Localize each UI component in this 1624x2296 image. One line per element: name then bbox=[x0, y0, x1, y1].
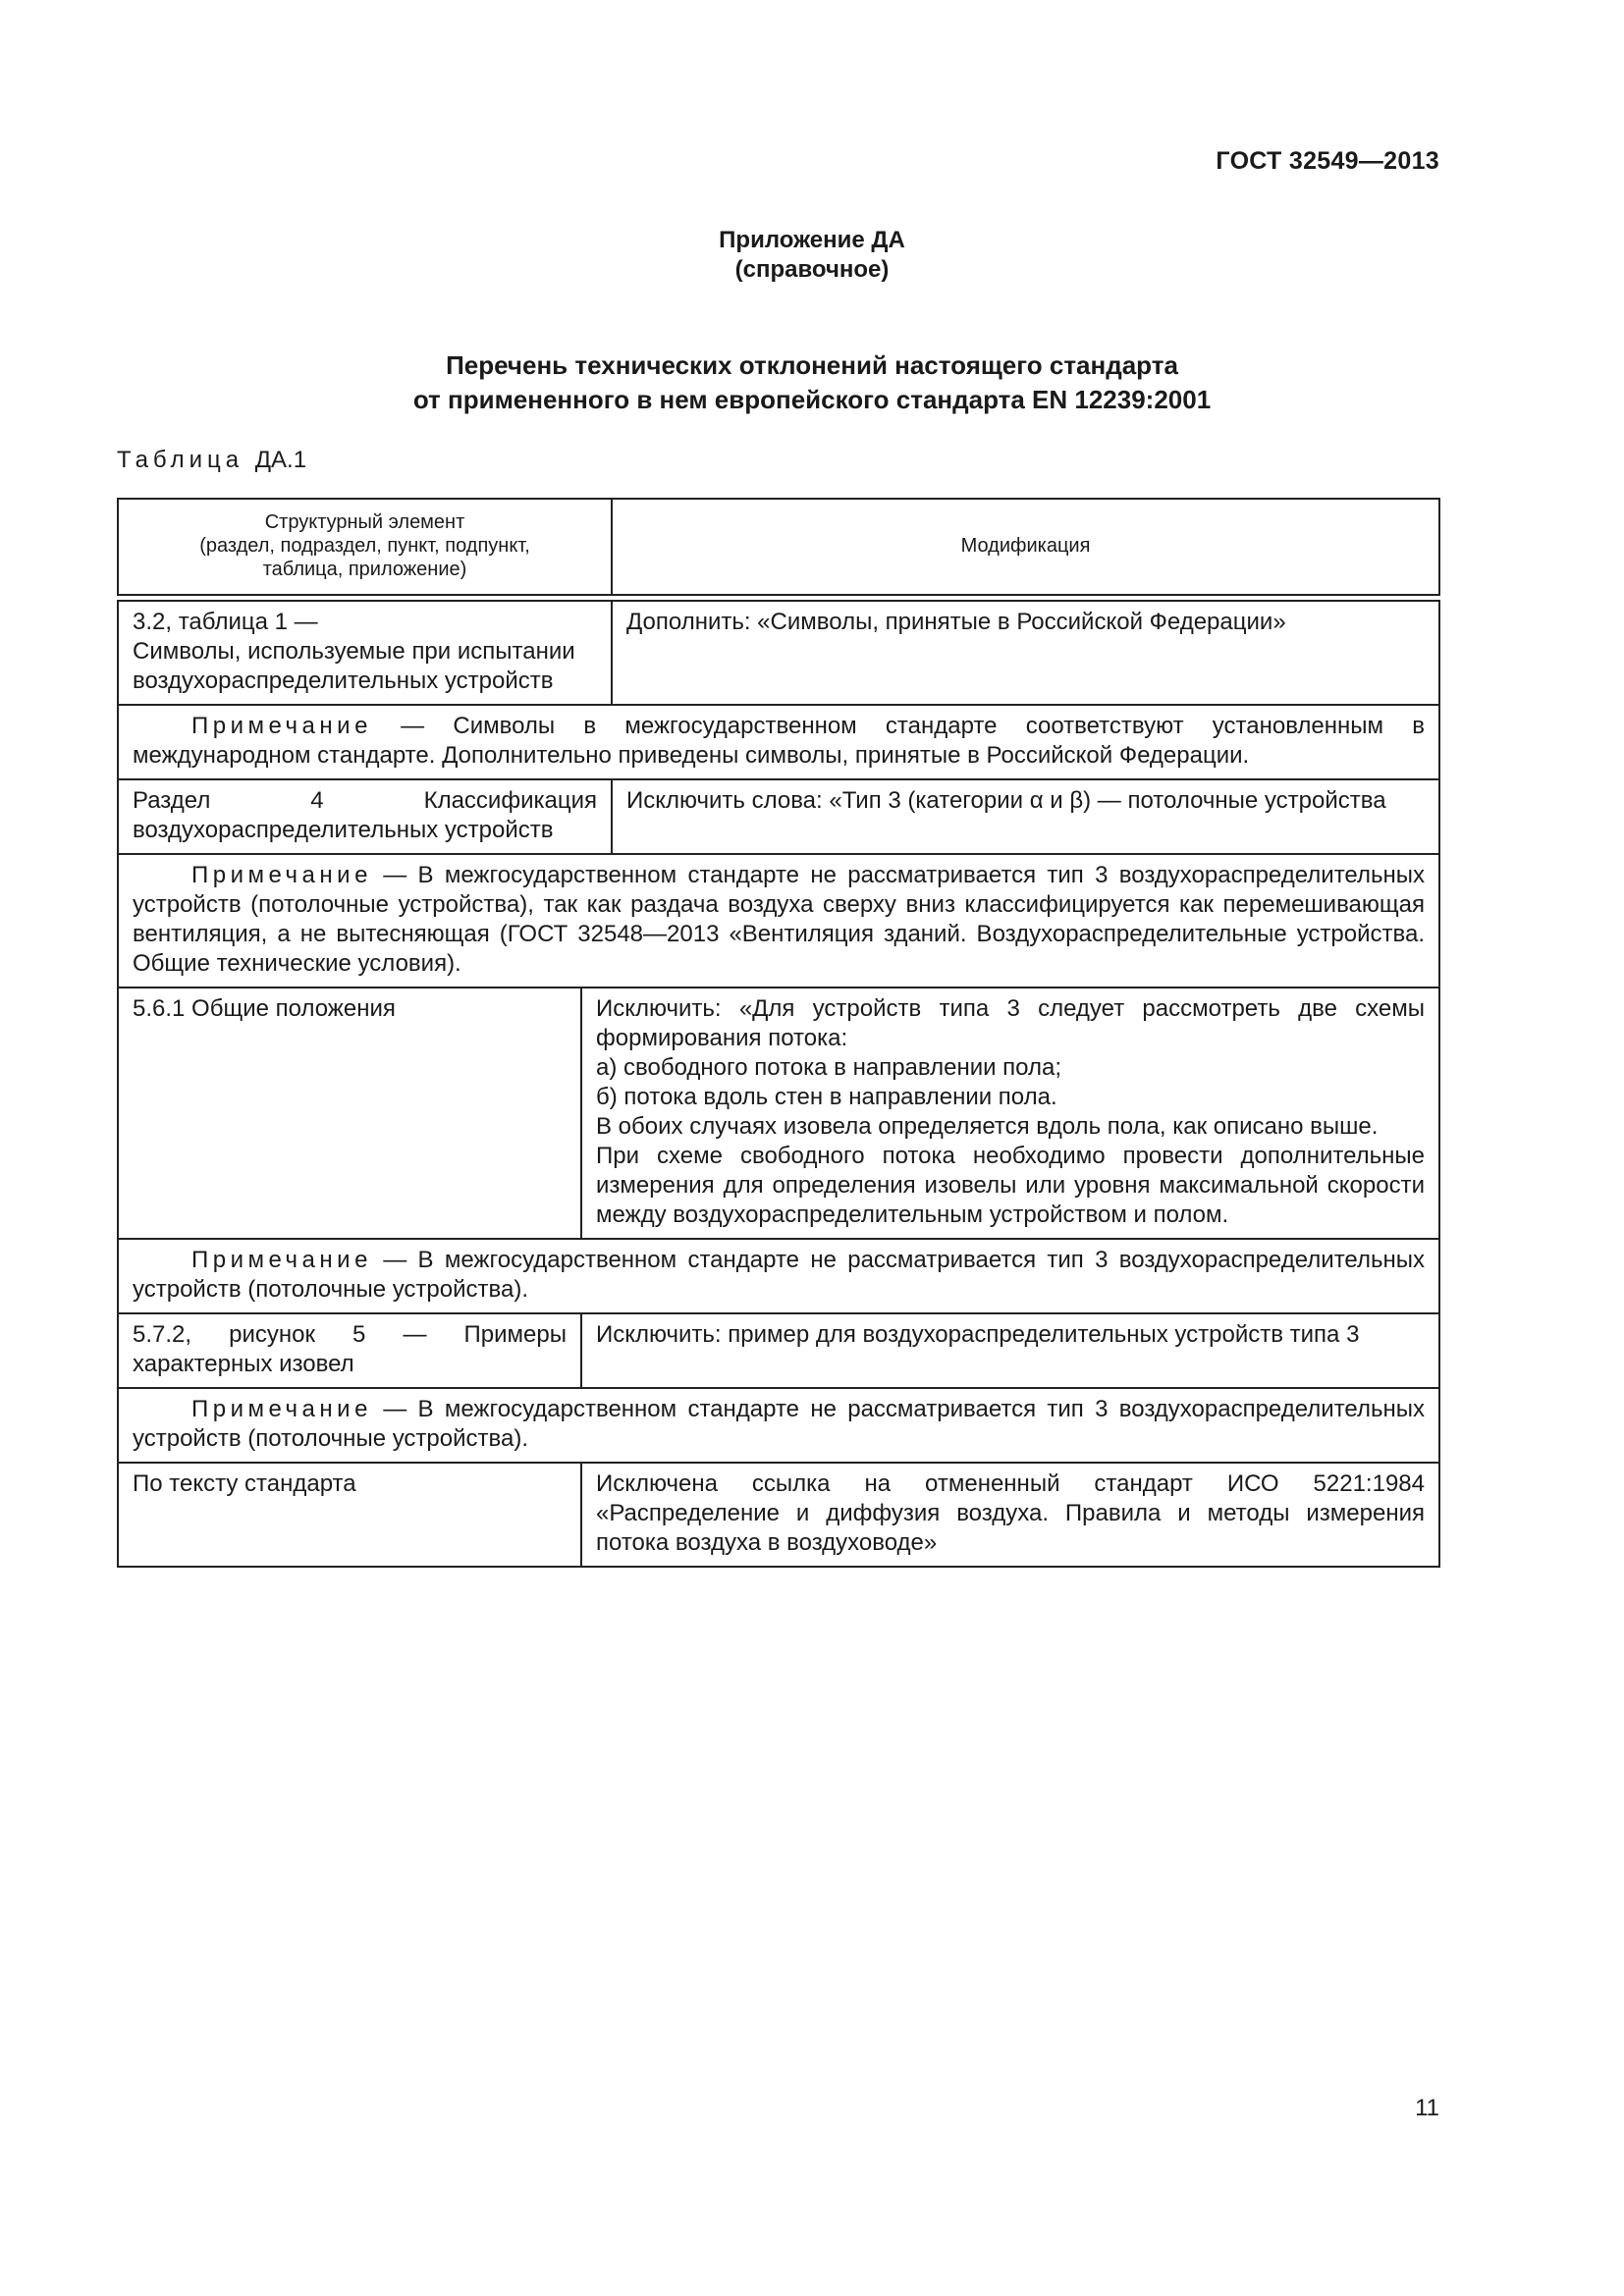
header-modification bbox=[611, 500, 1438, 594]
page-number: 11 bbox=[1415, 2095, 1439, 2121]
annex-label: Приложение ДА bbox=[719, 227, 905, 253]
row-modification: Дополнить: «Символы, принятые в Российской Федерации» bbox=[611, 602, 1438, 704]
table-row bbox=[117, 1312, 1440, 1387]
note-text: — В межгосударственном стандарте не рассматривается тип 3 воздухораспределительных устройств (потолочные устройства), так как раздача воздуха сверху вниз классифицируется как перемешивающая вентиляция, а не вытесняющая (ГОСТ 32548—2013 «Вентиляция зданий. Воздухораспределительные устройства. Общие технические условия). bbox=[133, 862, 1425, 977]
annex-type: (справочное) bbox=[734, 256, 890, 283]
modification-line: а) свободного потока в направлении пола; bbox=[596, 1054, 1062, 1081]
table-row bbox=[117, 600, 1440, 704]
row-modification: Исключить: пример для воздухораспределительных устройств типа 3 bbox=[580, 1314, 1438, 1387]
table-row bbox=[117, 1462, 1440, 1566]
modification-line: б) потока вдоль стен в направлении пола. bbox=[596, 1084, 1057, 1110]
page-title bbox=[0, 348, 1624, 417]
title-line-1: Перечень технических отклонений настоящего стандарта bbox=[446, 350, 1178, 380]
modification-line: Исключить: «Для устройств типа 3 следует рассмотреть две схемы формирования потока: bbox=[596, 995, 1425, 1051]
header-col1-line3: таблица, приложение) bbox=[262, 559, 467, 580]
title-line-2: от примененного в нем европейского стандарта EN 12239:2001 bbox=[412, 385, 1212, 414]
note-label: Примечание bbox=[191, 862, 372, 888]
row-modification bbox=[580, 988, 1438, 1238]
row-element: Раздел 4 Классификация воздухораспределительных устройств bbox=[133, 787, 597, 843]
table-caption-word: Таблица bbox=[117, 447, 244, 473]
note-label: Примечание bbox=[191, 713, 372, 739]
deviations-table bbox=[117, 498, 1440, 1568]
row-element: По тексту стандарта bbox=[133, 1470, 356, 1497]
modification-line: При схеме свободного потока необходимо провести дополнительные измерения для определения изовелы или уровня максимальной скорости между воздухораспределительным устройством и полом. bbox=[596, 1143, 1425, 1228]
note-text: — Символы в межгосударственном стандарте соответствуют установленным в международном стандарте. Дополнительно приведены символы, принятые в Российской Федерации. bbox=[133, 713, 1425, 769]
table-note bbox=[117, 853, 1440, 987]
table-note bbox=[117, 1238, 1440, 1312]
row-modification: Исключить слова: «Тип 3 (категории α и β) — потолочные устройства bbox=[611, 780, 1438, 853]
header-structural-element bbox=[119, 500, 611, 594]
note-label: Примечание bbox=[191, 1396, 372, 1422]
header-col2-label: Модификация bbox=[960, 535, 1091, 557]
document-code: ГОСТ 32549—2013 bbox=[1216, 147, 1439, 175]
table-caption-number: ДА.1 bbox=[254, 447, 307, 473]
row-element: 5.7.2, рисунок 5 — Примеры характерных изовел bbox=[133, 1321, 567, 1377]
row-element-line: 3.2, таблица 1 — bbox=[133, 609, 318, 635]
table-row bbox=[117, 778, 1440, 853]
row-element: 5.6.1 Общие положения bbox=[133, 995, 396, 1022]
header-col1-line2: (раздел, подраздел, пункт, подпункт, bbox=[199, 535, 530, 557]
note-text: — В межгосударственном стандарте не рассматривается тип 3 воздухораспределительных устройств (потолочные устройства). bbox=[133, 1396, 1425, 1452]
note-text: — В межгосударственном стандарте не рассматривается тип 3 воздухораспределительных устройств (потолочные устройства). bbox=[133, 1247, 1425, 1303]
table-header-row bbox=[117, 500, 1440, 596]
row-element bbox=[119, 602, 611, 704]
row-element-line: воздухораспределительных устройств bbox=[133, 667, 554, 694]
table-note bbox=[117, 1387, 1440, 1462]
table-row bbox=[117, 987, 1440, 1238]
header-col1-line1: Структурный элемент bbox=[264, 511, 465, 533]
note-label: Примечание bbox=[191, 1247, 372, 1273]
modification-line: В обоих случаях изовела определяется вдоль пола, как описано выше. bbox=[596, 1113, 1379, 1140]
row-element-line: Символы, используемые при испытании bbox=[133, 638, 575, 665]
table-caption bbox=[117, 447, 306, 474]
annex-heading bbox=[0, 226, 1624, 285]
row-modification: Исключена ссылка на отмененный стандарт ИСО 5221:1984 «Распределение и диффузия воздуха. Правила и методы измерения потока воздуха в воздуховоде» bbox=[580, 1464, 1438, 1566]
table-note bbox=[117, 704, 1440, 778]
